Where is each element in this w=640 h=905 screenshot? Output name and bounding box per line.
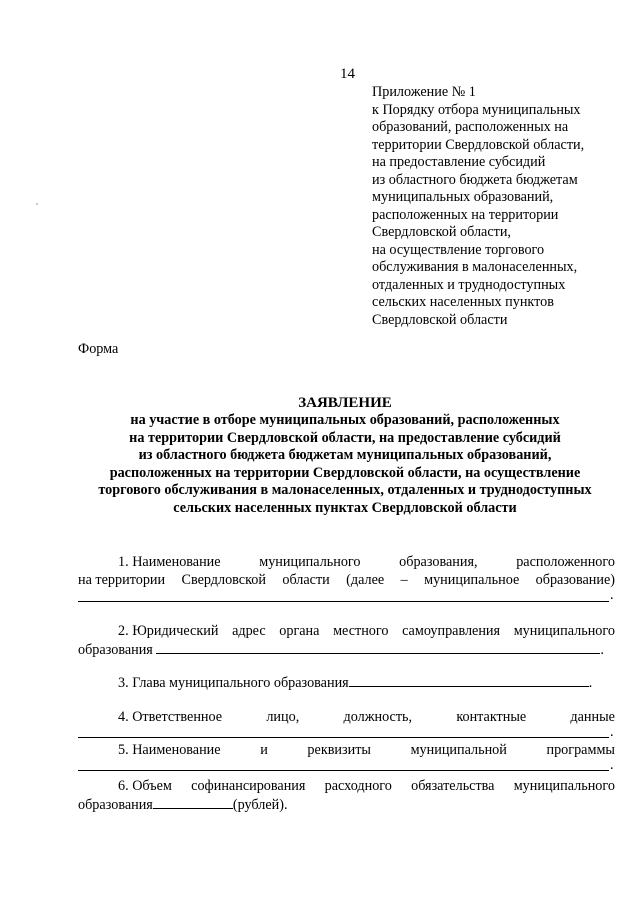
item-text: на территории bbox=[78, 572, 166, 588]
item-text: 6. Объем bbox=[118, 778, 172, 794]
scan-speck bbox=[36, 203, 38, 205]
subtitle-line: на территории Свердловской области, на предоставление субсидий bbox=[129, 429, 561, 446]
item-text: муниципального bbox=[513, 778, 615, 794]
item-text: органа bbox=[279, 623, 320, 639]
item-text: (рублей). bbox=[232, 797, 288, 813]
item-text: образования bbox=[78, 642, 153, 658]
subtitle-line: сельских населенных пунктах Свердловской области bbox=[173, 499, 517, 516]
item-text: местного bbox=[333, 623, 389, 639]
fill-in-line[interactable] bbox=[78, 770, 609, 771]
fill-in-line[interactable] bbox=[78, 601, 609, 602]
item-text: муниципального bbox=[259, 554, 361, 570]
item-responsible-person bbox=[78, 708, 615, 742]
line-end: . bbox=[610, 587, 614, 603]
item-text: – bbox=[400, 572, 408, 588]
appendix-line: Свердловской области bbox=[372, 311, 508, 328]
appendix-line: на предоставление субсидий bbox=[372, 154, 546, 170]
item-text: адрес bbox=[232, 623, 266, 639]
line-end: . bbox=[600, 642, 604, 658]
item-municipality-name bbox=[78, 553, 615, 609]
item-text: программы bbox=[546, 742, 615, 758]
item-text: 1. Наименование bbox=[118, 554, 221, 570]
document-title: ЗАЯВЛЕНИЕ bbox=[298, 395, 392, 411]
item-text: (далее bbox=[346, 572, 385, 588]
line-end: . bbox=[610, 724, 614, 740]
item-cofinancing-amount bbox=[78, 777, 615, 817]
line-end: . bbox=[610, 757, 614, 773]
item-municipal-program bbox=[78, 741, 615, 775]
item-text: 3. Глава муниципального образования bbox=[118, 675, 349, 691]
appendix-header bbox=[372, 84, 584, 329]
item-text: реквизиты bbox=[307, 742, 371, 758]
appendix-line: из областного бюджета бюджетам bbox=[372, 171, 578, 188]
item-text: 4. Ответственное bbox=[118, 709, 223, 725]
page-number: 14 bbox=[340, 66, 355, 82]
item-legal-address bbox=[78, 622, 615, 662]
appendix-line: сельских населенных пунктов bbox=[372, 294, 554, 310]
appendix-line: расположенных на территории bbox=[372, 206, 559, 223]
fill-in-line[interactable] bbox=[349, 673, 589, 687]
item-text: расположенного bbox=[516, 554, 615, 570]
item-text: образования bbox=[78, 797, 153, 813]
item-text: муниципальное bbox=[424, 572, 520, 588]
item-text: и bbox=[260, 742, 268, 758]
appendix-line: на осуществление торгового bbox=[372, 241, 545, 258]
item-text: образования, bbox=[399, 554, 478, 570]
item-text: Свердловской bbox=[181, 572, 266, 588]
subtitle-line: из областного бюджета бюджетам муниципальных образований, bbox=[138, 447, 552, 464]
item-text: самоуправления bbox=[402, 623, 501, 639]
subtitle-line: на участие в отборе муниципальных образований, расположенных bbox=[130, 412, 560, 428]
item-text: софинансирования bbox=[191, 778, 306, 794]
item-text: обязательства bbox=[411, 778, 495, 794]
item-text: муниципальной bbox=[410, 742, 507, 758]
subtitle-line: торгового обслуживания в малонаселенных, отдаленных и труднодоступных bbox=[98, 482, 592, 499]
subtitle-line: расположенных на территории Свердловской области, на осуществление bbox=[109, 464, 581, 481]
item-text: 2. Юридический bbox=[118, 623, 219, 639]
item-text: данные bbox=[570, 709, 615, 725]
appendix-line: Свердловской области, bbox=[372, 224, 511, 240]
form-label: Форма bbox=[78, 341, 119, 357]
item-head-of-municipality bbox=[78, 673, 615, 692]
item-text: расходного bbox=[324, 778, 392, 794]
fill-in-line[interactable] bbox=[78, 737, 609, 738]
fill-in-line[interactable] bbox=[156, 640, 600, 654]
appendix-line: отдаленных и труднодоступных bbox=[372, 276, 566, 293]
item-text: должность, bbox=[343, 709, 413, 725]
item-text: области bbox=[282, 572, 330, 588]
fill-in-line[interactable] bbox=[153, 795, 233, 809]
line-end: . bbox=[588, 675, 593, 691]
appendix-line: Приложение № 1 bbox=[372, 84, 476, 100]
appendix-line: к Порядку отбора муниципальных bbox=[372, 101, 581, 118]
item-text: муниципального bbox=[513, 623, 615, 639]
appendix-line: образований, расположенных на bbox=[372, 119, 569, 135]
document-subtitle bbox=[0, 412, 640, 518]
item-text: лицо, bbox=[266, 709, 300, 725]
item-text: образование) bbox=[535, 572, 615, 588]
item-text: 5. Наименование bbox=[118, 742, 221, 758]
item-text: контактные bbox=[456, 709, 527, 725]
appendix-line: территории Свердловской области, bbox=[372, 136, 585, 153]
appendix-line: муниципальных образований, bbox=[372, 189, 554, 205]
appendix-line: обслуживания в малонаселенных, bbox=[372, 259, 578, 275]
